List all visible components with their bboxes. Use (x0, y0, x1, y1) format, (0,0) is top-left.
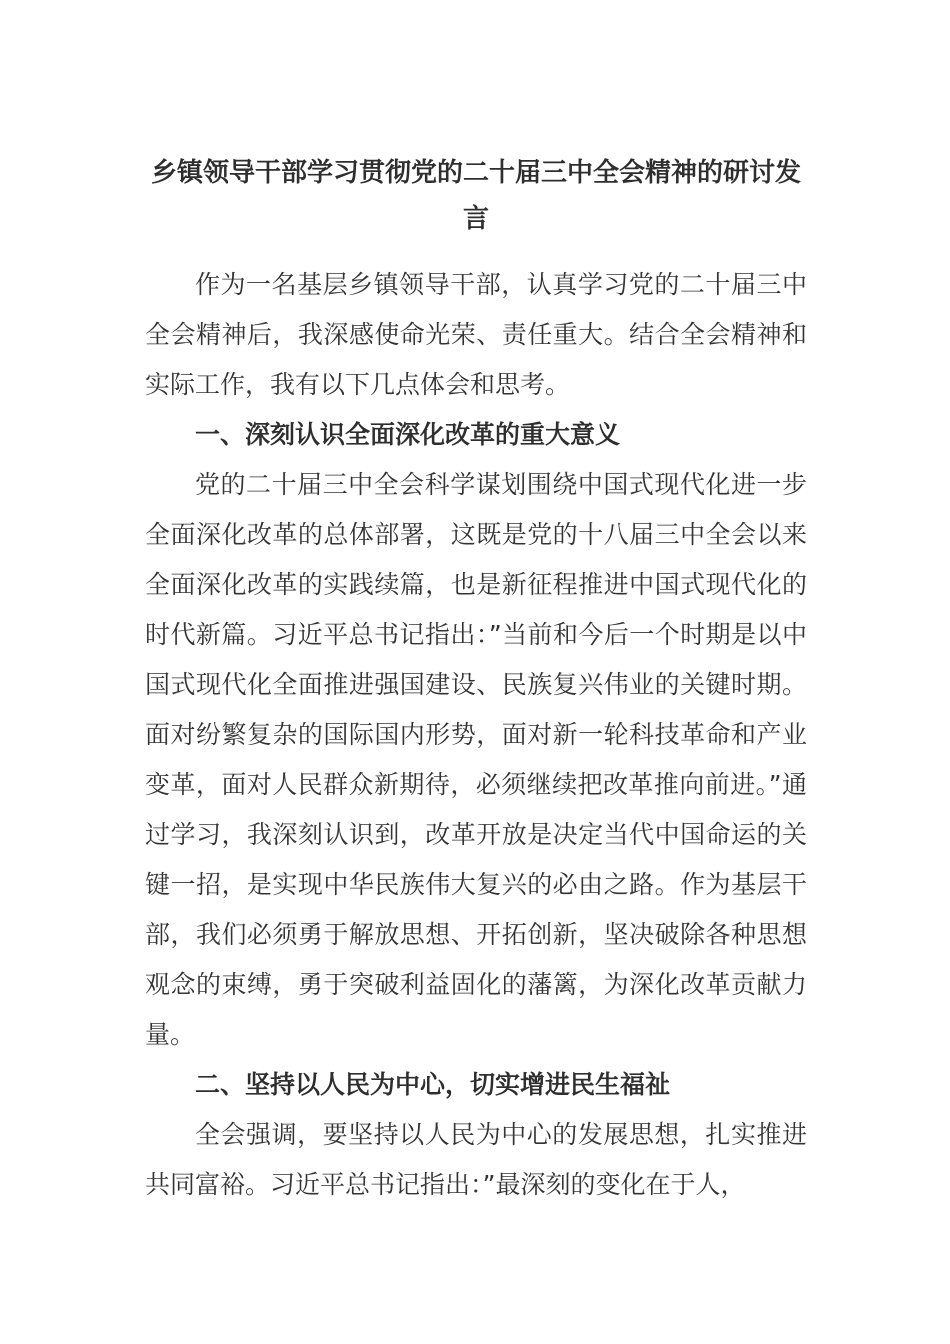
intro-paragraph: 作为一名基层乡镇领导干部，认真学习党的二十届三中全会精神后，我深感使命光荣、责任重大。结合全会精神和实际工作，我有以下几点体会和思考。 (145, 270, 807, 399)
section-1-paragraph: 党的二十届三中全会科学谋划围绕中国式现代化进一步全面深化改革的总体部署，这既是党的十八届三中全会以来全面深化改革的实践续篇，也是新征程推进中国式现代化的时代新篇。习近平总书记指出：”当前和今后一个时期是以中国式现代化全面推进强国建设、民族复兴伟业的关键时期。面对纷繁复杂的国际国内形势，面对新一轮科技革命和产业变革，面对人民群众新期待，必须继续把改革推向前进。”通过学习，我深刻认识到，改革开放是决定当代中国命运的关键一招，是实现中华民族伟大复兴的必由之路。作为基层干部，我们必须勇于解放思想、开拓创新，坚决破除各种思想观念的束缚，勇于突破利益固化的藩篱，为深化改革贡献力量。 (145, 470, 807, 1049)
section-1-heading: 一、深刻认识全面深化改革的重大意义 (195, 420, 621, 449)
section-2-heading: 二、坚持以人民为中心，切实增进民生福祉 (195, 1070, 671, 1099)
document-body (145, 150, 807, 1210)
spacer (145, 242, 807, 260)
document-title: 乡镇领导干部学习贯彻党的二十届三中全会精神的研讨发言 (151, 158, 802, 234)
section-2-paragraph: 全会强调，要坚持以人民为中心的发展思想，扎实推进共同富裕。习近平总书记指出：”最深刻的变化在于人， (145, 1120, 807, 1199)
